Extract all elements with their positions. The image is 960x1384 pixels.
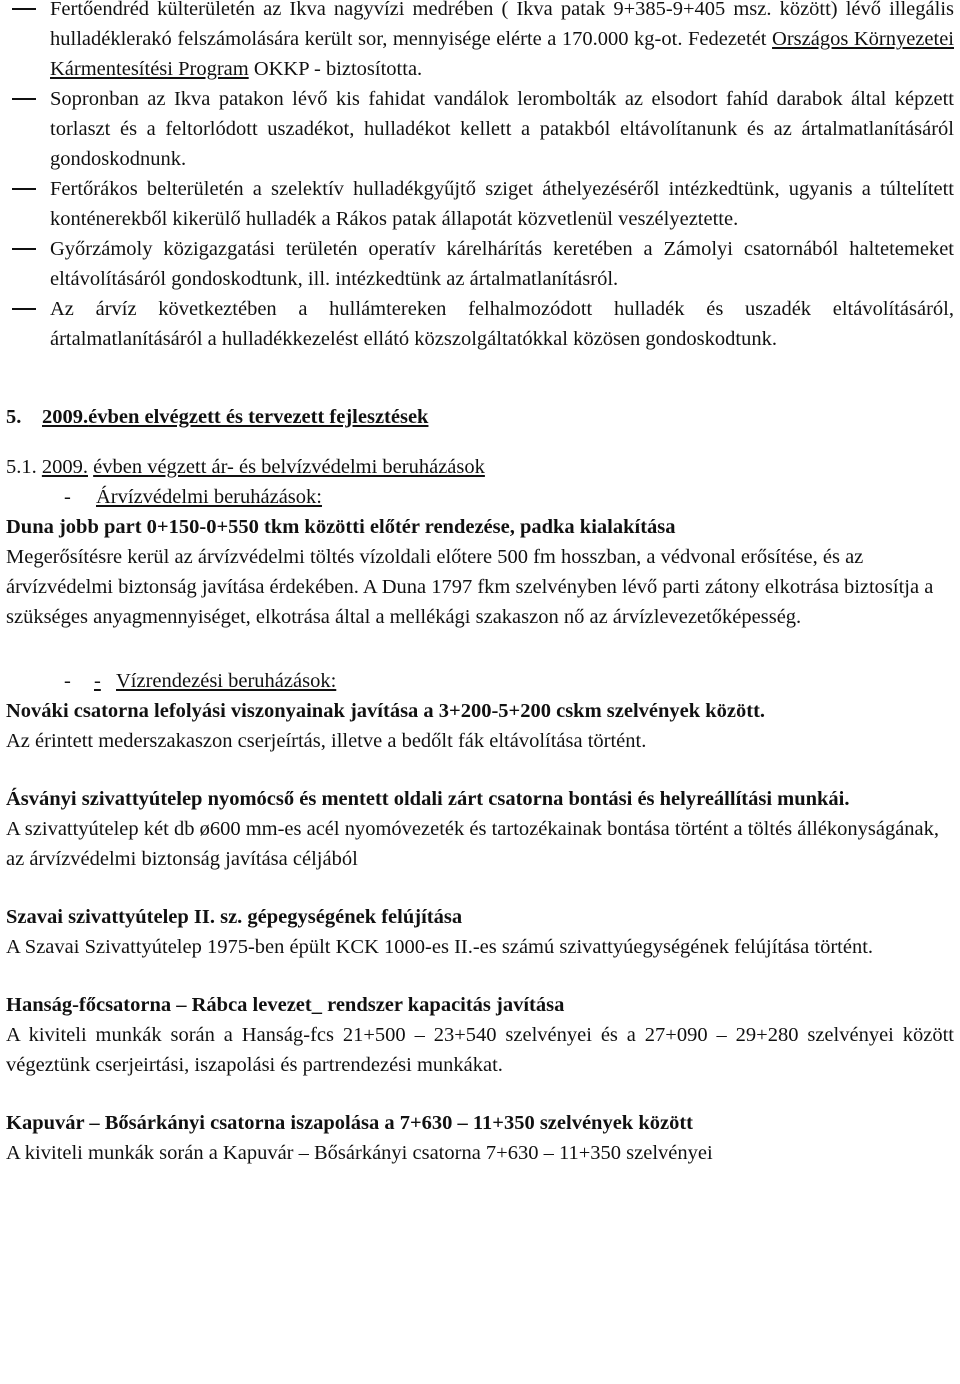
bullet-item <box>6 294 954 354</box>
dash-bullet-icon <box>12 8 36 10</box>
bullet-item <box>6 0 954 84</box>
subsection-year: 2009. <box>41 456 88 478</box>
section-title: évben elvégzett és tervezett fejlesztések <box>88 406 429 428</box>
project-body: Az érintett mederszakaszon cserjeírtás, illetve a bedőlt fák eltávolítása történt. <box>6 730 647 752</box>
category-label: Vízrendezési beruházások: <box>116 670 337 692</box>
bullet-text: Fertőrákos belterületén a szelektív hulladékgyűjtő sziget áthelyezéséről intézkedtünk, ugyanis a túltelített konténerekből kikerülő hulladék a Rákos patak állapotát közvetlenül veszélyeztette. <box>50 178 954 230</box>
subsection-number: 5.1. <box>6 456 37 478</box>
section-heading <box>6 402 954 432</box>
project-title: Hanság-főcsatorna – Rábca levezet_ rendszer kapacitás javítása <box>6 994 565 1016</box>
project-title: Kapuvár – Bősárkányi csatorna iszapolása a 7+630 – 11+350 szelvények között <box>6 1112 693 1134</box>
bullet-item <box>6 84 954 174</box>
category-dash: - <box>64 670 71 692</box>
category-heading-arviz <box>6 482 954 512</box>
section-number: 5. <box>6 406 22 428</box>
project-body: A Szavai Szivattyútelep 1975-ben épült KCK 1000-es II.-es számú szivattyúegységének felújítása történt. <box>6 936 874 958</box>
dash-bullet-icon <box>12 248 36 250</box>
subsection-title: évben végzett ár- és belvízvédelmi beruházások <box>93 456 485 478</box>
project-title: Nováki csatorna lefolyási viszonyainak javítása a 3+200-5+200 cskm szelvények között. <box>6 700 766 722</box>
bullet-item <box>6 234 954 294</box>
project-body: Megerősítésre kerül az árvízvédelmi töltés vízoldali előtere 500 fm hosszban, a védvonal erősítése, és az árvízvédelmi biztonság javítása érdekében. A Duna 1797 fkm szelvényben lévő parti zátony elkotrása biztosítja a szükséges anyagmennyiséget, elkotrása által a mellékági szakaszon nő az árvízlevezetőképesség. <box>6 546 934 628</box>
program-link[interactable]: Országos Környezetei Kármentesítési Program <box>50 28 954 80</box>
project-body: A kiviteli munkák során a Kapuvár – Bősárkányi csatorna 7+630 – 11+350 szelvényei <box>6 1142 713 1164</box>
category-dash: - <box>64 486 71 508</box>
category-heading-vizrendezes <box>6 666 954 696</box>
project-body: A szivattyútelep két db ø600 mm-es acél nyomóvezeték és tartozékainak bontása történt a töltés állékonyságának, az árvízvédelmi biztonság javítása céljából <box>6 818 940 870</box>
dash-bullet-icon <box>12 188 36 190</box>
project-body: A kiviteli munkák során a Hanság-fcs 21+500 – 23+540 szelvényei és a 27+090 – 29+280 szelvényei között végeztünk cserjeirtási, iszapolási és partrendezési munkákat. <box>6 1024 954 1076</box>
dash-bullet-icon <box>12 98 36 100</box>
document-page <box>6 0 954 1168</box>
bullet-item <box>6 174 954 234</box>
category-dash: - <box>94 670 101 692</box>
category-label: Árvízvédelmi beruházások: <box>96 486 322 508</box>
bullet-text: Fertőendréd külterületén az Ikva nagyvízi medrében ( Ikva patak 9+385-9+405 msz. között) lévő illegális hulladéklerakó felszámolására került sor, mennyisége elérte a 170.000 kg-ot. Fedezetét <box>50 0 954 50</box>
dash-bullet-icon <box>12 308 36 310</box>
bullet-text: Az árvíz következtében a hullámtereken felhalmozódott hulladék és uszadék eltávolításáról, ártalmatlanításáról a hulladékkezelést ellátó közszolgáltatókkal közösen gondoskodtunk. <box>50 298 954 350</box>
bullet-text: Sopronban az Ikva patakon lévő kis fahidat vandálok lerombolták az elsodort fahíd darabok által képzett torlaszt és a feltorlódott uszadékot, hulladékot kellett a patakból eltávolítanunk és az ártalmatlanításáról gondoskodnunk. <box>50 88 954 170</box>
project-title: Duna jobb part 0+150-0+550 tkm közötti előtér rendezése, padka kialakítása <box>6 516 676 538</box>
section-year: 2009. <box>42 406 89 428</box>
project-title: Ásványi szivattyútelep nyomócső és mentett oldali zárt csatorna bontási és helyreállítási munkái. <box>6 788 850 810</box>
project-title: Szavai szivattyútelep II. sz. gépegységének felújítása <box>6 906 463 928</box>
bullet-text: Győrzámoly közigazgatási területén operatív kárelhárítás keretében a Zámolyi csatornából haltetemeket eltávolításáról gondoskodtunk, ill. intézkedtünk az ártalmatlanításról. <box>50 238 954 290</box>
bullet-text: OKKP - biztosította. <box>248 58 423 80</box>
subsection-heading <box>6 452 954 482</box>
